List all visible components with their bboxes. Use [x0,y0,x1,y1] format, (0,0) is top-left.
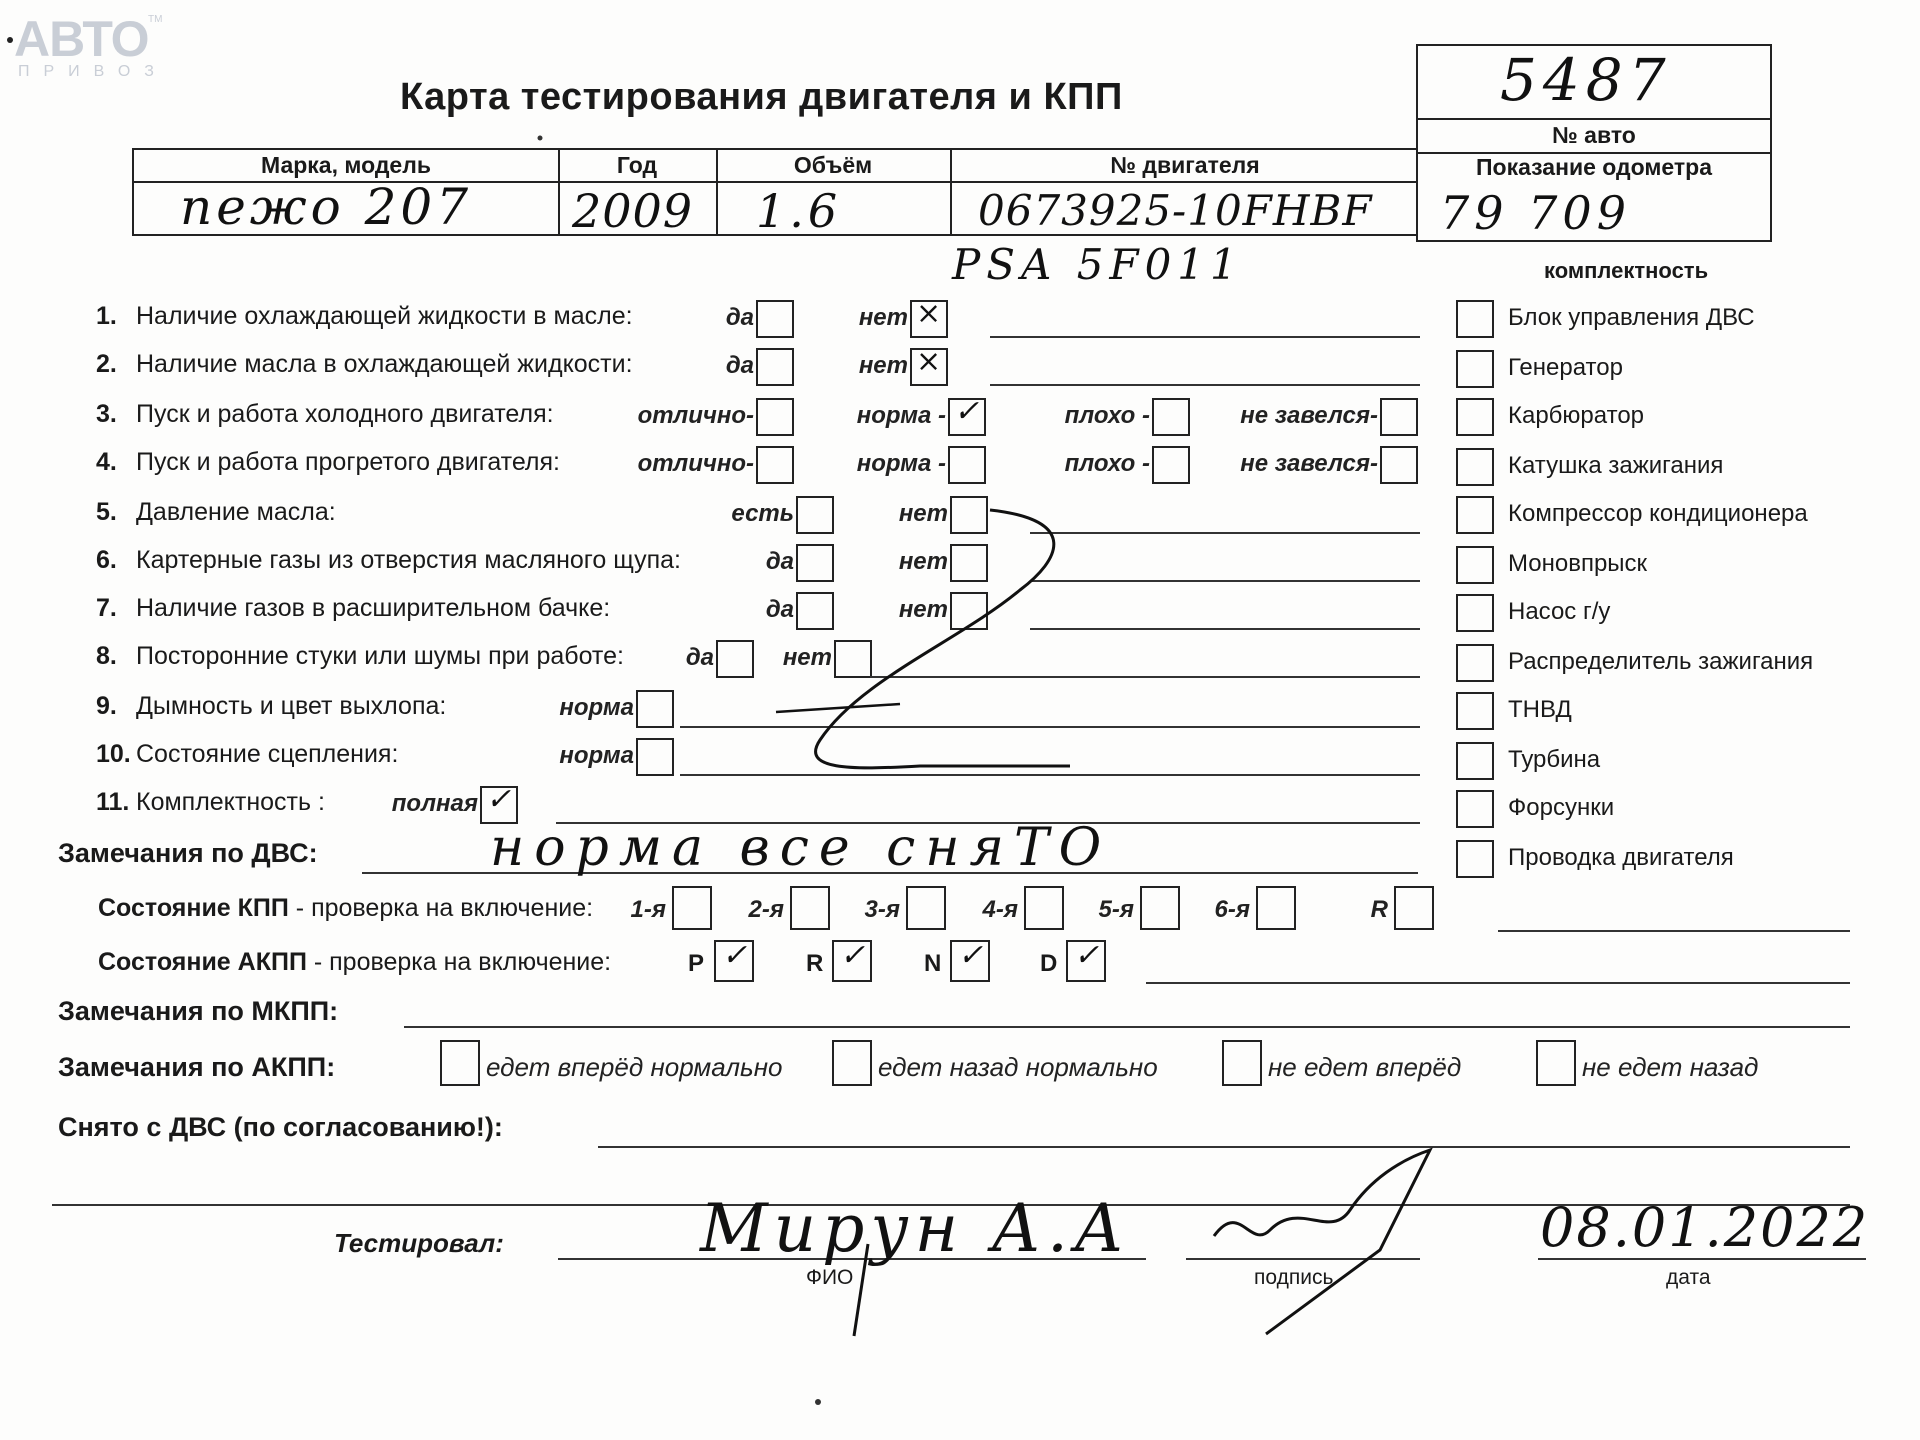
odometer-label: Показание одометра [1476,154,1712,180]
check-row-text: Пуск и работа холодного двигателя: [136,400,554,428]
engine-number-value: 0673925-10FHBF [978,186,1373,235]
big-cross-out-stroke [816,510,1070,768]
header-label-volume: Объём [793,152,873,178]
kpp-gear-label: 1-я [630,896,666,923]
checkbox-mark: × [916,296,942,331]
check-option-label: не завелся- [1240,450,1378,477]
akpp-label-bold: Состояние АКПП [98,948,307,976]
check-row-number: 7. [96,594,117,622]
check-option-label: отлично- [637,402,754,429]
check-option-label: да [765,548,794,575]
check-row-text: Комплектность : [136,788,325,816]
check-row-text: Пуск и работа прогретого двигателя: [136,448,560,476]
kpp-label-rest: - проверка на включение: [288,894,594,922]
check-row-text: Дымность и цвет выхлопа: [136,692,447,720]
auto-number-label: № авто [1552,122,1636,148]
check-option-label: полная [391,790,478,817]
kit-item-label: ТНВД [1508,696,1572,723]
check-option-label: нет [898,500,948,527]
check-option-label: норма [559,742,634,769]
kit-item-label: Моновпрыск [1508,550,1648,577]
check-option-label: норма - [856,402,946,429]
fio-tail-stroke [854,1244,868,1336]
year-value: 2009 [572,184,694,238]
model-value: пежо 207 [180,178,473,236]
odometer-value: 79 709 [1440,186,1631,240]
speck-dot-corner [7,37,13,43]
remarks-mkpp-label: Замечания по МКПП: [58,996,339,1026]
checkbox-mark: ✓ [486,782,512,817]
kit-item-label: Блок управления ДВС [1508,304,1755,331]
kit-title: комплектность [1544,258,1709,283]
speck-dot [538,136,543,141]
header-label-model: Марка, модель [261,152,431,178]
tested-label: Тестировал: [334,1228,504,1258]
header-label-year: Год [616,152,658,178]
check-option-label: да [725,352,754,379]
check-row-number: 11. [96,788,130,816]
akpp-mode-label: P [688,950,705,977]
check-option-label: да [725,304,754,331]
check-option-label: есть [731,500,794,527]
akpp-mode-label: R [806,950,824,977]
kit-item-label: Компрессор кондиционера [1508,500,1808,527]
check-option-label: нет [782,644,832,671]
check-option-label: нет [858,352,908,379]
auto-number-value: 5487 [1500,46,1672,114]
check-option-label: не завелся- [1240,402,1378,429]
kpp-gear-label: 6-я [1214,896,1250,923]
date-value[interactable]: 08.01.2022 [1540,1196,1870,1259]
akpp-mode-label: N [924,950,942,977]
date-caption: дата [1666,1266,1711,1289]
speck-dot-bottom [815,1399,821,1405]
akpp-remark-label: не едет вперёд [1268,1052,1462,1082]
check-option-label: отлично- [637,450,754,477]
check-row-number: 3. [96,400,117,428]
check-option-label: да [765,596,794,623]
volume-value: 1.6 [756,184,842,238]
fio-value[interactable]: Мирун А.А [700,1190,1131,1267]
check-row-number: 8. [96,642,117,670]
engine-code-value: PSA 5F011 [952,240,1243,289]
page-title: Карта тестирования двигателя и КПП [400,76,1123,118]
checkbox-mark: × [916,344,942,379]
checkbox-mark: ✓ [954,394,980,429]
kit-item-label: Генератор [1508,354,1623,381]
check-row-number: 5. [96,498,117,526]
check-row-number: 1. [96,302,117,330]
header-label-engine-no: № двигателя [1110,152,1260,178]
check-row-text: Давление масла: [136,498,336,526]
kpp-gear-label: 5-я [1098,896,1134,923]
check-option-label: плохо - [1064,402,1150,429]
check-option-label: норма [559,694,634,721]
check-option-label: норма - [856,450,946,477]
dash-stroke [776,704,900,712]
kit-item-label: Турбина [1508,746,1601,773]
remarks-dvs-label: Замечания по ДВС: [58,838,318,868]
kit-item-label: Катушка зажигания [1508,452,1724,479]
kit-item-label: Проводка двигателя [1508,844,1734,871]
akpp-remark-label: едет вперёд нормально [486,1052,783,1082]
check-row-text: Состояние сцепления: [136,740,399,768]
kpp-gear-label: 4-я [982,896,1018,923]
check-row-number: 6. [96,546,117,574]
fio-caption: ФИО [806,1266,854,1289]
check-option-label: нет [898,548,948,575]
akpp-remark-label: едет назад нормально [878,1052,1158,1082]
check-row-text: Картерные газы из отверстия масляного щупа: [136,546,681,574]
remarks-akpp-label: Замечания по АКПП: [58,1052,336,1082]
logo-sub-text: ПРИВОЗ [18,63,168,80]
check-row-number: 9. [96,692,117,720]
kpp-gear-label: 2-я [748,896,784,923]
check-option-label: плохо - [1064,450,1150,477]
remarks-dvs-value[interactable]: норма все сняТО [490,818,1112,878]
kpp-label-bold: Состояние КПП [98,894,289,922]
checkbox-mark: ✓ [1074,938,1100,973]
removed-label: Снято с ДВС (по согласованию!): [58,1112,503,1142]
akpp-remark-label: не едет назад [1582,1052,1759,1082]
check-option-label: нет [858,304,908,331]
checkbox-mark: ✓ [840,938,866,973]
check-row-number: 4. [96,448,117,476]
akpp-label-rest: - проверка на включение: [306,948,612,976]
kit-item-label: Распределитель зажигания [1508,648,1814,675]
checkbox-mark: ✓ [958,938,984,973]
check-row-number: 2. [96,350,117,378]
kit-item-label: Насос г/у [1508,598,1611,625]
checkbox-mark: ✓ [722,938,748,973]
kpp-gear-label: R [1370,896,1388,923]
akpp-mode-label: D [1040,950,1058,977]
logo-main-text: АВТО [14,11,149,67]
logo-tm: TM [148,14,163,25]
check-row-text: Посторонние стуки или шумы при работе: [136,642,624,670]
check-row-number: 10. [96,740,131,768]
check-option-label: нет [898,596,948,623]
check-row-text: Наличие охлаждающей жидкости в масле: [136,302,633,330]
kit-item-label: Форсунки [1508,794,1615,821]
signature-stroke [1214,1150,1430,1334]
kit-item-label: Карбюратор [1508,402,1645,429]
check-row-text: Наличие масла в охлаждающей жидкости: [136,350,633,378]
check-row-text: Наличие газов в расширительном бачке: [136,594,611,622]
signature-caption: подпись [1254,1266,1334,1289]
check-option-label: да [685,644,714,671]
kpp-gear-label: 3-я [864,896,900,923]
